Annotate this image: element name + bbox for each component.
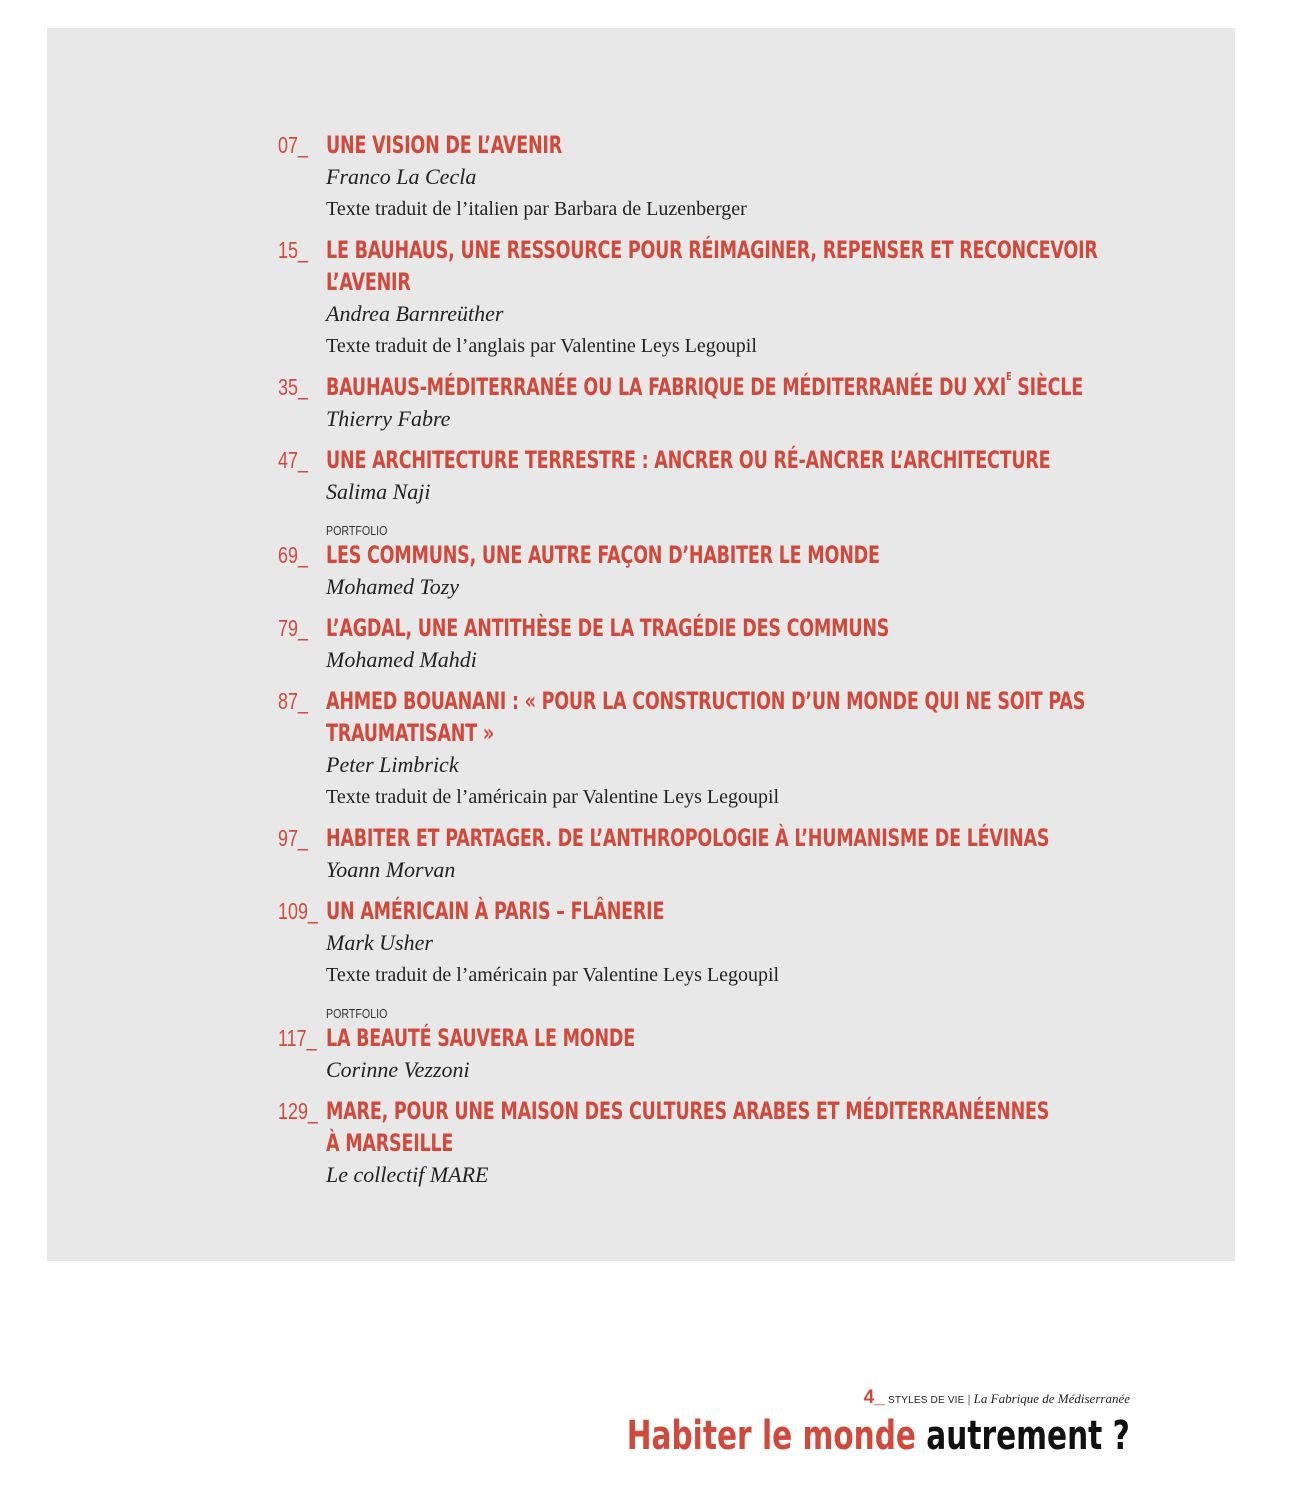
page-footer (450, 1386, 1130, 1459)
article-author: Le collectif MARE (326, 1162, 489, 1187)
toc-entry[interactable] (278, 444, 1078, 508)
article-title: LES COMMUNS, UNE AUTRE FAÇON D’HABITER LE MONDE (326, 541, 880, 569)
toc-entry[interactable] (278, 895, 1078, 991)
article-author: Mohamed Tozy (326, 574, 460, 599)
article-author: Andrea Barnreüther (326, 301, 504, 326)
article-title: LA BEAUTÉ SAUVERA LE MONDE (326, 1024, 635, 1052)
page-number: 07_ (278, 132, 308, 158)
page-number: 87_ (278, 688, 308, 714)
article-title: AHMED BOUANANI : « POUR LA CONSTRUCTION D’UN MONDE QUI NE SOIT PAS TRAUMATISANT » (326, 687, 1086, 747)
article-author: Peter Limbrick (326, 752, 459, 777)
portfolio-label: PORTFOLIO (326, 523, 388, 538)
table-of-contents (278, 129, 1098, 1200)
article-author: Thierry Fabre (326, 406, 451, 431)
article-title: L’AGDAL, UNE ANTITHÈSE DE LA TRAGÉDIE DES COMMUNS (326, 614, 890, 642)
page-number: 97_ (278, 825, 308, 851)
article-author: Corinne Vezzoni (326, 1057, 470, 1082)
toc-entry[interactable] (278, 129, 1078, 225)
toc-entry[interactable] (278, 370, 1084, 435)
article-title: UNE ARCHITECTURE TERRESTRE : ANCRER OU RÉ-ANCRER L’ARCHITECTURE (326, 446, 1051, 474)
page-number: 15_ (278, 237, 308, 263)
running-header (450, 1386, 1130, 1413)
portfolio-label: PORTFOLIO (326, 1006, 388, 1021)
toc-entry[interactable] (278, 234, 1098, 362)
article-title: MARE, POUR UNE MAISON DES CULTURES ARABES ET MÉDITERRANÉENNES À MARSEILLE (326, 1097, 1050, 1157)
article-author: Yoann Morvan (326, 857, 456, 882)
page-number: 69_ (278, 542, 308, 568)
publication-name: La Fabrique de Médiserranée (973, 1391, 1130, 1406)
page-number: 129_ (278, 1098, 318, 1124)
page-number: 47_ (278, 447, 308, 473)
translation-note: Texte traduit de l’américain par Valentine Leys Legoupil (326, 786, 780, 808)
page-number: 35_ (278, 374, 308, 400)
article-title: LE BAUHAUS, UNE RESSOURCE POUR RÉIMAGINER, REPENSER ET RECONCEVOIR L’AVENIR (326, 236, 1098, 296)
article-author: Franco La Cecla (326, 164, 477, 189)
page-number: 109_ (278, 898, 318, 924)
toc-entry[interactable] (278, 522, 1078, 603)
toc-entry[interactable] (278, 1095, 1078, 1191)
page-number: 79_ (278, 615, 308, 641)
translation-note: Texte traduit de l’italien par Barbara de Luzenberger (326, 198, 747, 220)
translation-note: Texte traduit de l’américain par Valentine Leys Legoupil (326, 964, 780, 986)
article-author: Mark Usher (326, 930, 433, 955)
toc-entry[interactable] (278, 822, 1078, 886)
issue-title: Habiter le monde autrement ? (626, 1413, 1130, 1459)
article-title: UN AMÉRICAIN À PARIS – FLÂNERIE (326, 897, 665, 925)
article-author: Salima Naji (326, 479, 431, 504)
toc-entry[interactable] (278, 685, 1086, 813)
section-name: STYLES DE VIE (888, 1395, 965, 1406)
article-title: HABITER ET PARTAGER. DE L’ANTHROPOLOGIE À L’HUMANISME DE LÉVINAS (326, 824, 1050, 852)
page-number: 117_ (278, 1025, 317, 1051)
article-author: Mohamed Mahdi (326, 647, 477, 672)
article-title: UNE VISION DE L’AVENIR (326, 131, 562, 159)
footer-separator: | (964, 1391, 974, 1406)
footer-page-number: 4_ (863, 1387, 885, 1408)
toc-entry[interactable] (278, 612, 1078, 676)
article-title: BAUHAUS-MÉDITERRANÉE OU LA FABRIQUE DE MÉDITERRANÉE DU $XXI^E$ SIÈCLE (326, 370, 1084, 401)
translation-note: Texte traduit de l’anglais par Valentine Leys Legoupil (326, 335, 757, 357)
toc-entry[interactable] (278, 1005, 1078, 1086)
